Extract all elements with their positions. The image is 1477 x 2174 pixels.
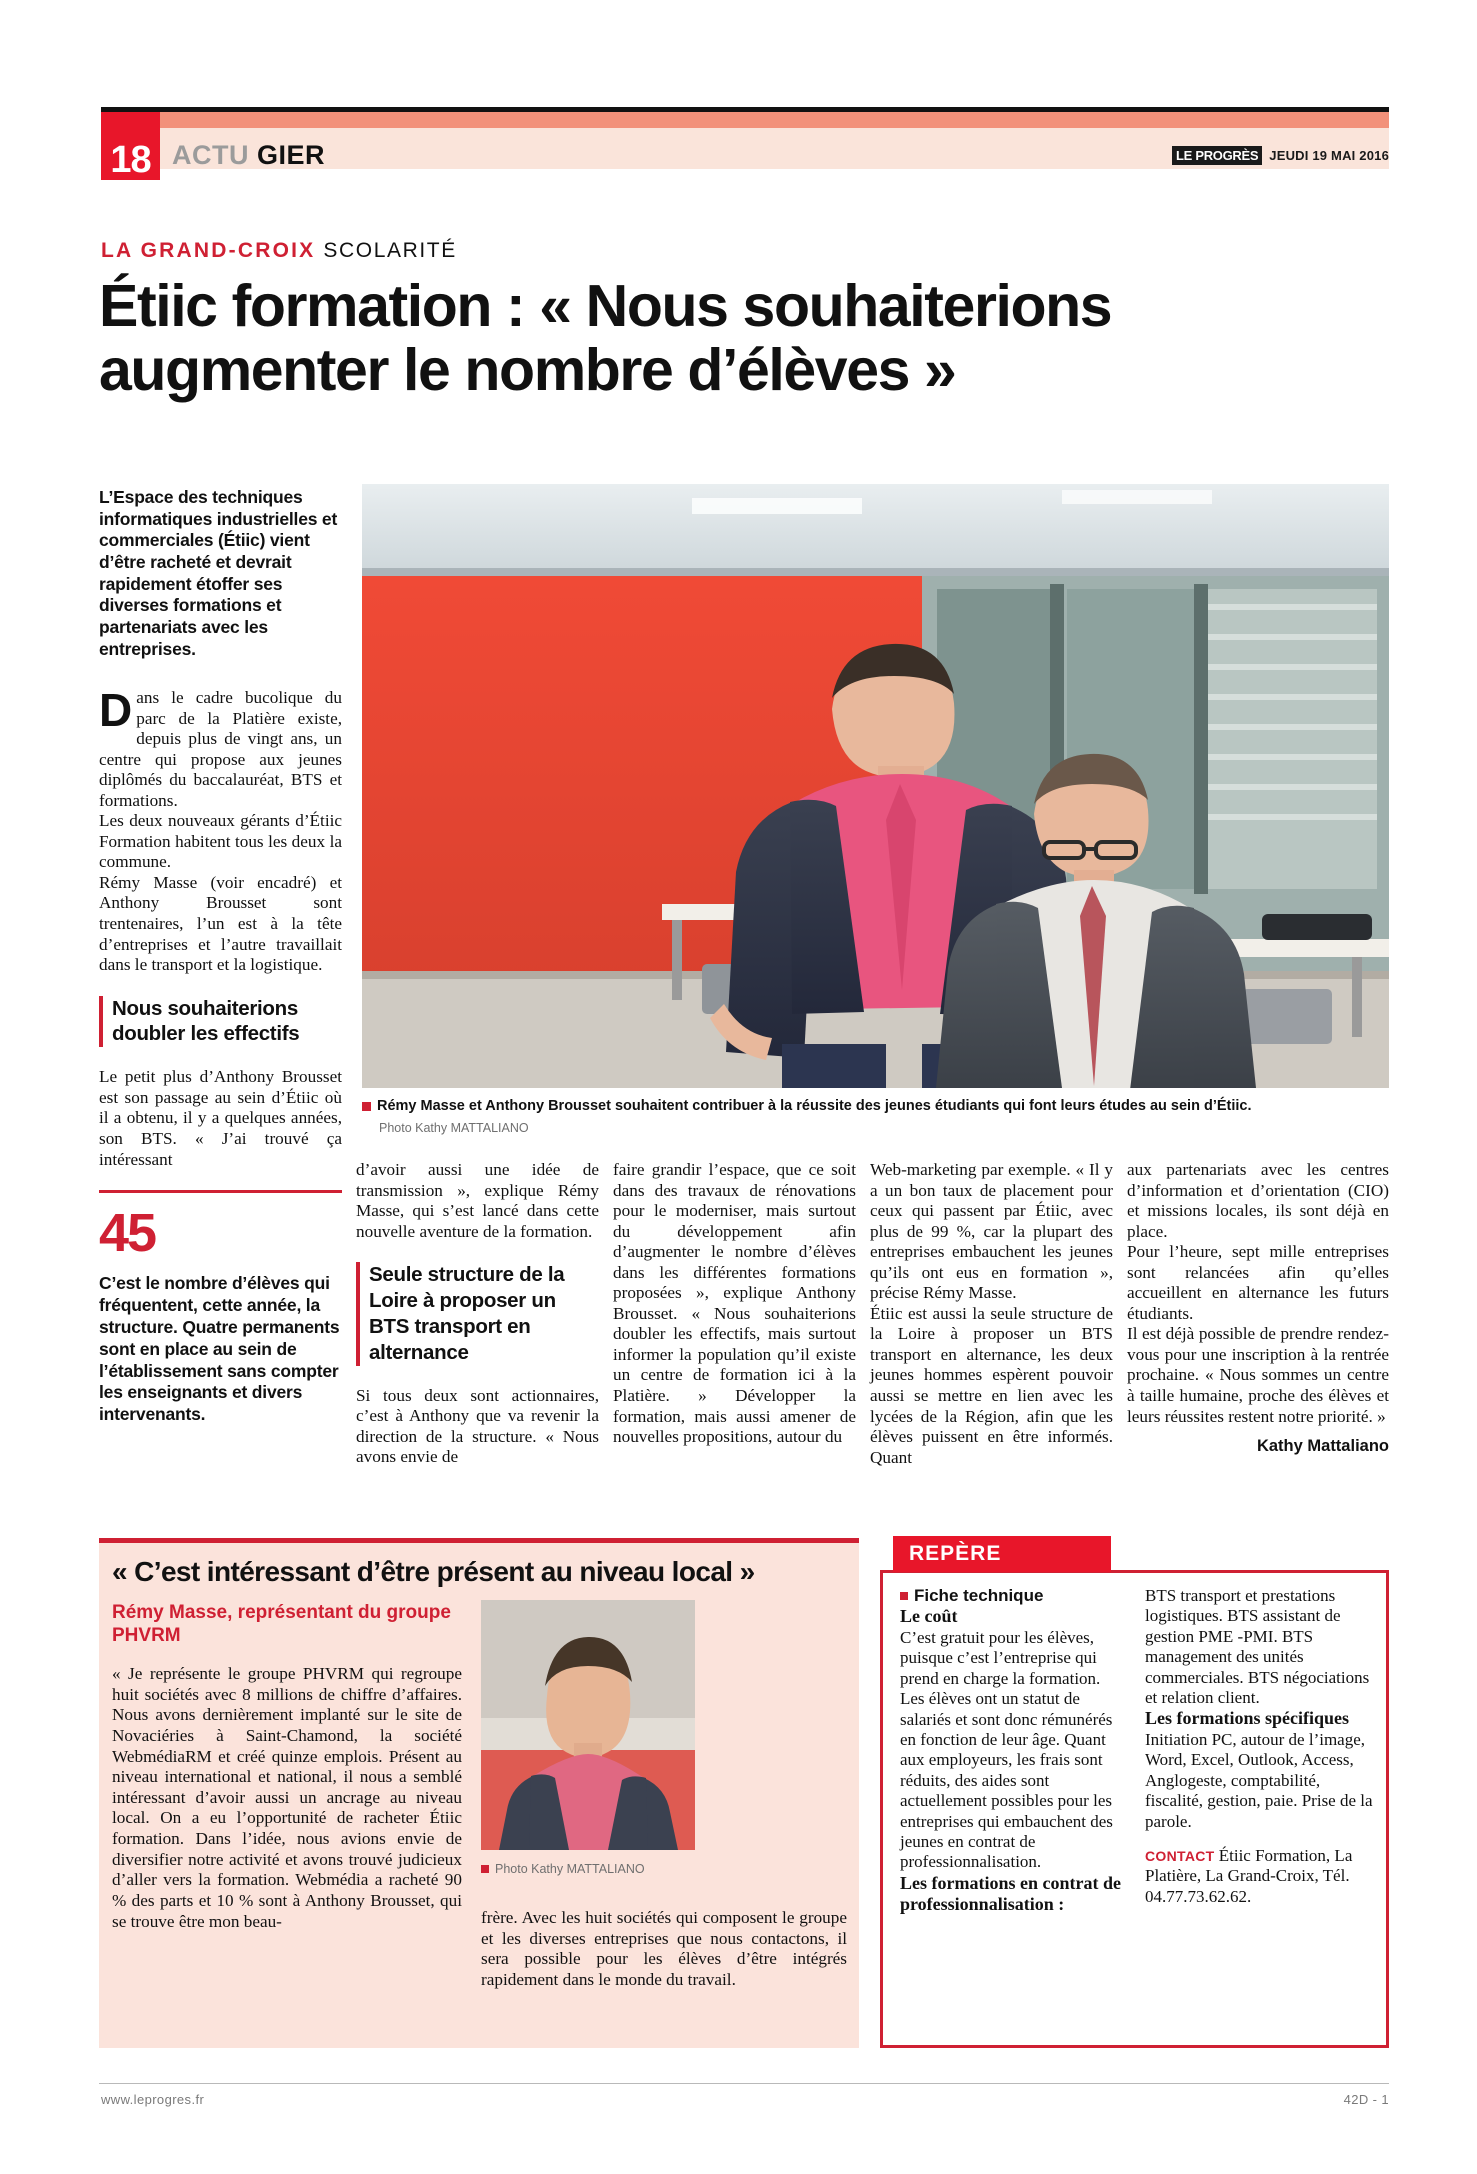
portrait-illustration	[481, 1600, 695, 1850]
repere-contact	[1145, 1846, 1375, 1907]
stat-number: 45	[99, 1203, 156, 1264]
article-paragraph: faire grandir l’espace, que ce soit dans des travaux de rénovations pour le moderniser, mais surtout du développement afin d’augmenter le nombre d’élèves dans les différentes formations proposées », explique Anthony Brousset. « Nous souhaiterions doubler les effectifs, mais surtout informer la population qu’il existe un centre de formation ici à la Platière. » Développer la formation, mais aussi amener de nouvelles propositions, autour du	[613, 1160, 856, 1447]
article-subheading: Nous souhaiterions doubler les effectifs	[99, 996, 342, 1048]
article-paragraph: aux partenariats avec les centres d’information et d’orientation (CIO) et missions locales, ils sont déjà en place.	[1127, 1160, 1389, 1241]
article-paragraph: Rémy Masse (voir encadré) et Anthony Brousset sont trentenaires, l’un est à la tête d’entreprises et l’autre travaillait dans le transport et la logistique.	[99, 872, 342, 975]
red-square-marker-icon	[362, 1102, 371, 1111]
article-column-2	[356, 1160, 599, 1468]
repere-formations-list: BTS transport et prestations logistiques. BTS assistant de gestion PME -PMI. BTS management des unités commerciales. BTS négociations et relation client.	[1145, 1586, 1370, 1707]
standfirst: L’Espace des techniques informatiques industrielles et commerciales (Étiic) vient d’être racheté et devrait rapidement étoffer ses diverses formations et partenariats avec les entreprises.	[99, 487, 338, 659]
article-paragraph: Web-marketing par exemple. « Il y a un bon taux de placement pour ceux qui passent par Étiic, avec plus de 99 %, car la plupart des entreprises embauchent les jeunes qu’ils ont eus en formation », précise Rémy Masse.	[870, 1160, 1113, 1303]
article-column-5	[1127, 1160, 1389, 1456]
section-label	[172, 140, 325, 171]
article-paragraph: Il est déjà possible de prendre rendez-vous pour une inscription à la rentrée prochaine. « Nous sommes un centre à taille humaine, proche des élèves et leurs réussites restent notre priorité. »	[1127, 1324, 1389, 1426]
repere-tab-label: REPÈRE	[893, 1536, 1111, 1572]
article-paragraph: Les deux nouveaux gérants d’Étiic Formation habitent tous les deux la commune.	[99, 811, 342, 872]
portrait-credit	[481, 1862, 645, 1876]
main-photo-illustration	[362, 484, 1389, 1088]
interview-body-column-1: « Je représente le groupe PHVRM qui regroupe huit sociétés avec 8 millions de chiffre d’affaires. Nous avons dernièrement implanté sur le site de Novaciéries à Saint-Chamond, la société WebmédiaRM et créé quinze emplois. Présent au niveau international et national, il nous a semblé intéressant d’avoir aussi un ancrage au niveau local. On a eu l’opportunité de racheter Étiic formation. Dans l’idée, nous avions envie de diversifier notre activité et avons trouvé judicieux d’aller vers la formation. Webmédia a racheté 90 % des parts et 10 % sont à Anthony Brousset, qui se trouve être mon beau-	[112, 1664, 462, 1931]
article-paragraph: Étiic est aussi la seule structure de la Loire à proposer un BTS transport en alternance, les deux jeunes hommes espèrent pouvoir aussi se mettre en lien avec les lycées de la Région, afin que les élèves puissent en être informés. Quant	[870, 1303, 1113, 1467]
repere-subheading-specifiques: Les formations spécifiques	[1145, 1708, 1349, 1729]
red-square-marker-icon	[900, 1592, 908, 1600]
section-label-actu: ACTU	[172, 140, 249, 170]
repere-cost-text: C’est gratuit pour les élèves, puisque c’est l’entreprise qui prend en charge la formation. Les élèves ont un statut de salariés et sont donc rémunérés en fonction de leur âge. Quant aux employeurs, les frais sont réduits, des aides sont actuellement possibles pour les entreprises qui embauchent des jeunes en contrat de professionnalisation.	[900, 1627, 1113, 1872]
article-byline: Kathy Mattaliano	[1256, 1437, 1389, 1456]
repere-heading-text: Fiche technique	[914, 1586, 1044, 1605]
photo-credit: Photo Kathy MATTALIANO	[379, 1121, 529, 1135]
portrait-credit-text: Photo Kathy MATTALIANO	[495, 1862, 645, 1876]
interview-subtitle: Rémy Masse, représentant du groupe PHVRM	[112, 1602, 451, 1647]
footer-website: www.leprogres.fr	[101, 2092, 205, 2107]
footer-reference: 42D - 1	[1343, 2092, 1389, 2107]
page-number-badge	[101, 112, 160, 180]
portrait-photo	[481, 1600, 695, 1850]
interview-body-column-2: frère. Avec les huit sociétés qui composent le groupe et les diverses entreprises que nous contactons, il sera possible pour les élèves d’être intégrés rapidement dans le monde du travail.	[481, 1908, 847, 1989]
article-column-3	[613, 1160, 856, 1448]
article-column-4	[870, 1160, 1113, 1468]
article-paragraph: Si tous deux sont actionnaires, c’est à Anthony que va revenir la direction de la structure. « Nous avons envie de	[356, 1385, 599, 1467]
article-paragraph: d’avoir aussi une idée de transmission », explique Rémy Masse, qui s’est lancé dans cette nouvelle aventure de la formation.	[356, 1160, 599, 1241]
page-title: Étiic formation : « Nous souhaiterions augmenter le nombre d’élèves »	[99, 273, 1112, 403]
masthead-accent-stripe	[101, 112, 1389, 128]
repere-column-2	[1145, 1586, 1375, 1907]
photo-caption	[362, 1098, 1389, 1115]
photo-caption-text: Rémy Masse et Anthony Brousset souhaitent contribuer à la réussite des jeunes étudiants qui font leurs études au sein d’Étiic.	[377, 1098, 1252, 1114]
contact-label: CONTACT	[1145, 1847, 1215, 1864]
repere-column-1	[900, 1586, 1126, 1916]
repere-specifiques-text: Initiation PC, autour de l’image, Word, Excel, Outlook, Access, Anglogeste, comptabilité, fiscalité, gestion, paie. Prise de la parole.	[1145, 1729, 1373, 1831]
publication-logo: LE PROGRÈS	[1172, 146, 1262, 165]
article-paragraph: Pour l’heure, sept mille entreprises sont relancées afin qu’elles accueillent en alternance les futurs étudiants.	[1127, 1242, 1389, 1323]
publication-date: JEUDI 19 MAI 2016	[1269, 148, 1389, 163]
repere-subheading-formations: Les formations en contrat de professionnalisation :	[900, 1872, 1121, 1915]
repere-heading	[900, 1586, 1126, 1606]
interview-title: « C’est intéressant d’être présent au niveau local »	[112, 1556, 755, 1587]
article-subheading: Seule structure de la Loire à proposer un BTS transport en alternance	[356, 1262, 599, 1365]
article-paragraph: Le petit plus d’Anthony Brousset est son passage au sein d’Étiic où il a obtenu, il y a quelques années, son BTS. « J’ai trouvé ça intéressant	[99, 1067, 342, 1169]
contact-text: Étiic Formation, La Platière, La Grand-Croix, Tél. 04.77.73.62.62.	[1145, 1845, 1353, 1906]
repere-subheading-cost: Le coût	[900, 1606, 958, 1627]
article-paragraph: Dans le cadre bucolique du parc de la Platière existe, depuis plus de vingt ans, un centre qui propose aux jeunes diplômés du baccalauréat, BTS et formations.	[99, 684, 342, 810]
article-column-1	[99, 684, 342, 1426]
kicker-location: LA GRAND-CROIX	[101, 239, 316, 262]
page-number: 18	[110, 138, 151, 181]
masthead-meta	[1172, 146, 1389, 165]
footer-divider	[99, 2083, 1389, 2084]
main-photo	[362, 484, 1389, 1088]
section-label-gier: GIER	[257, 140, 326, 170]
red-square-marker-icon	[481, 1865, 489, 1873]
stat-description: C’est le nombre d’élèves qui fréquentent, cette année, la structure. Quatre permanents sont en place au sein de l’établissement sans compter les enseignants et divers intervenants.	[99, 1273, 340, 1425]
kicker	[101, 239, 457, 263]
kicker-topic: SCOLARITÉ	[323, 239, 457, 262]
